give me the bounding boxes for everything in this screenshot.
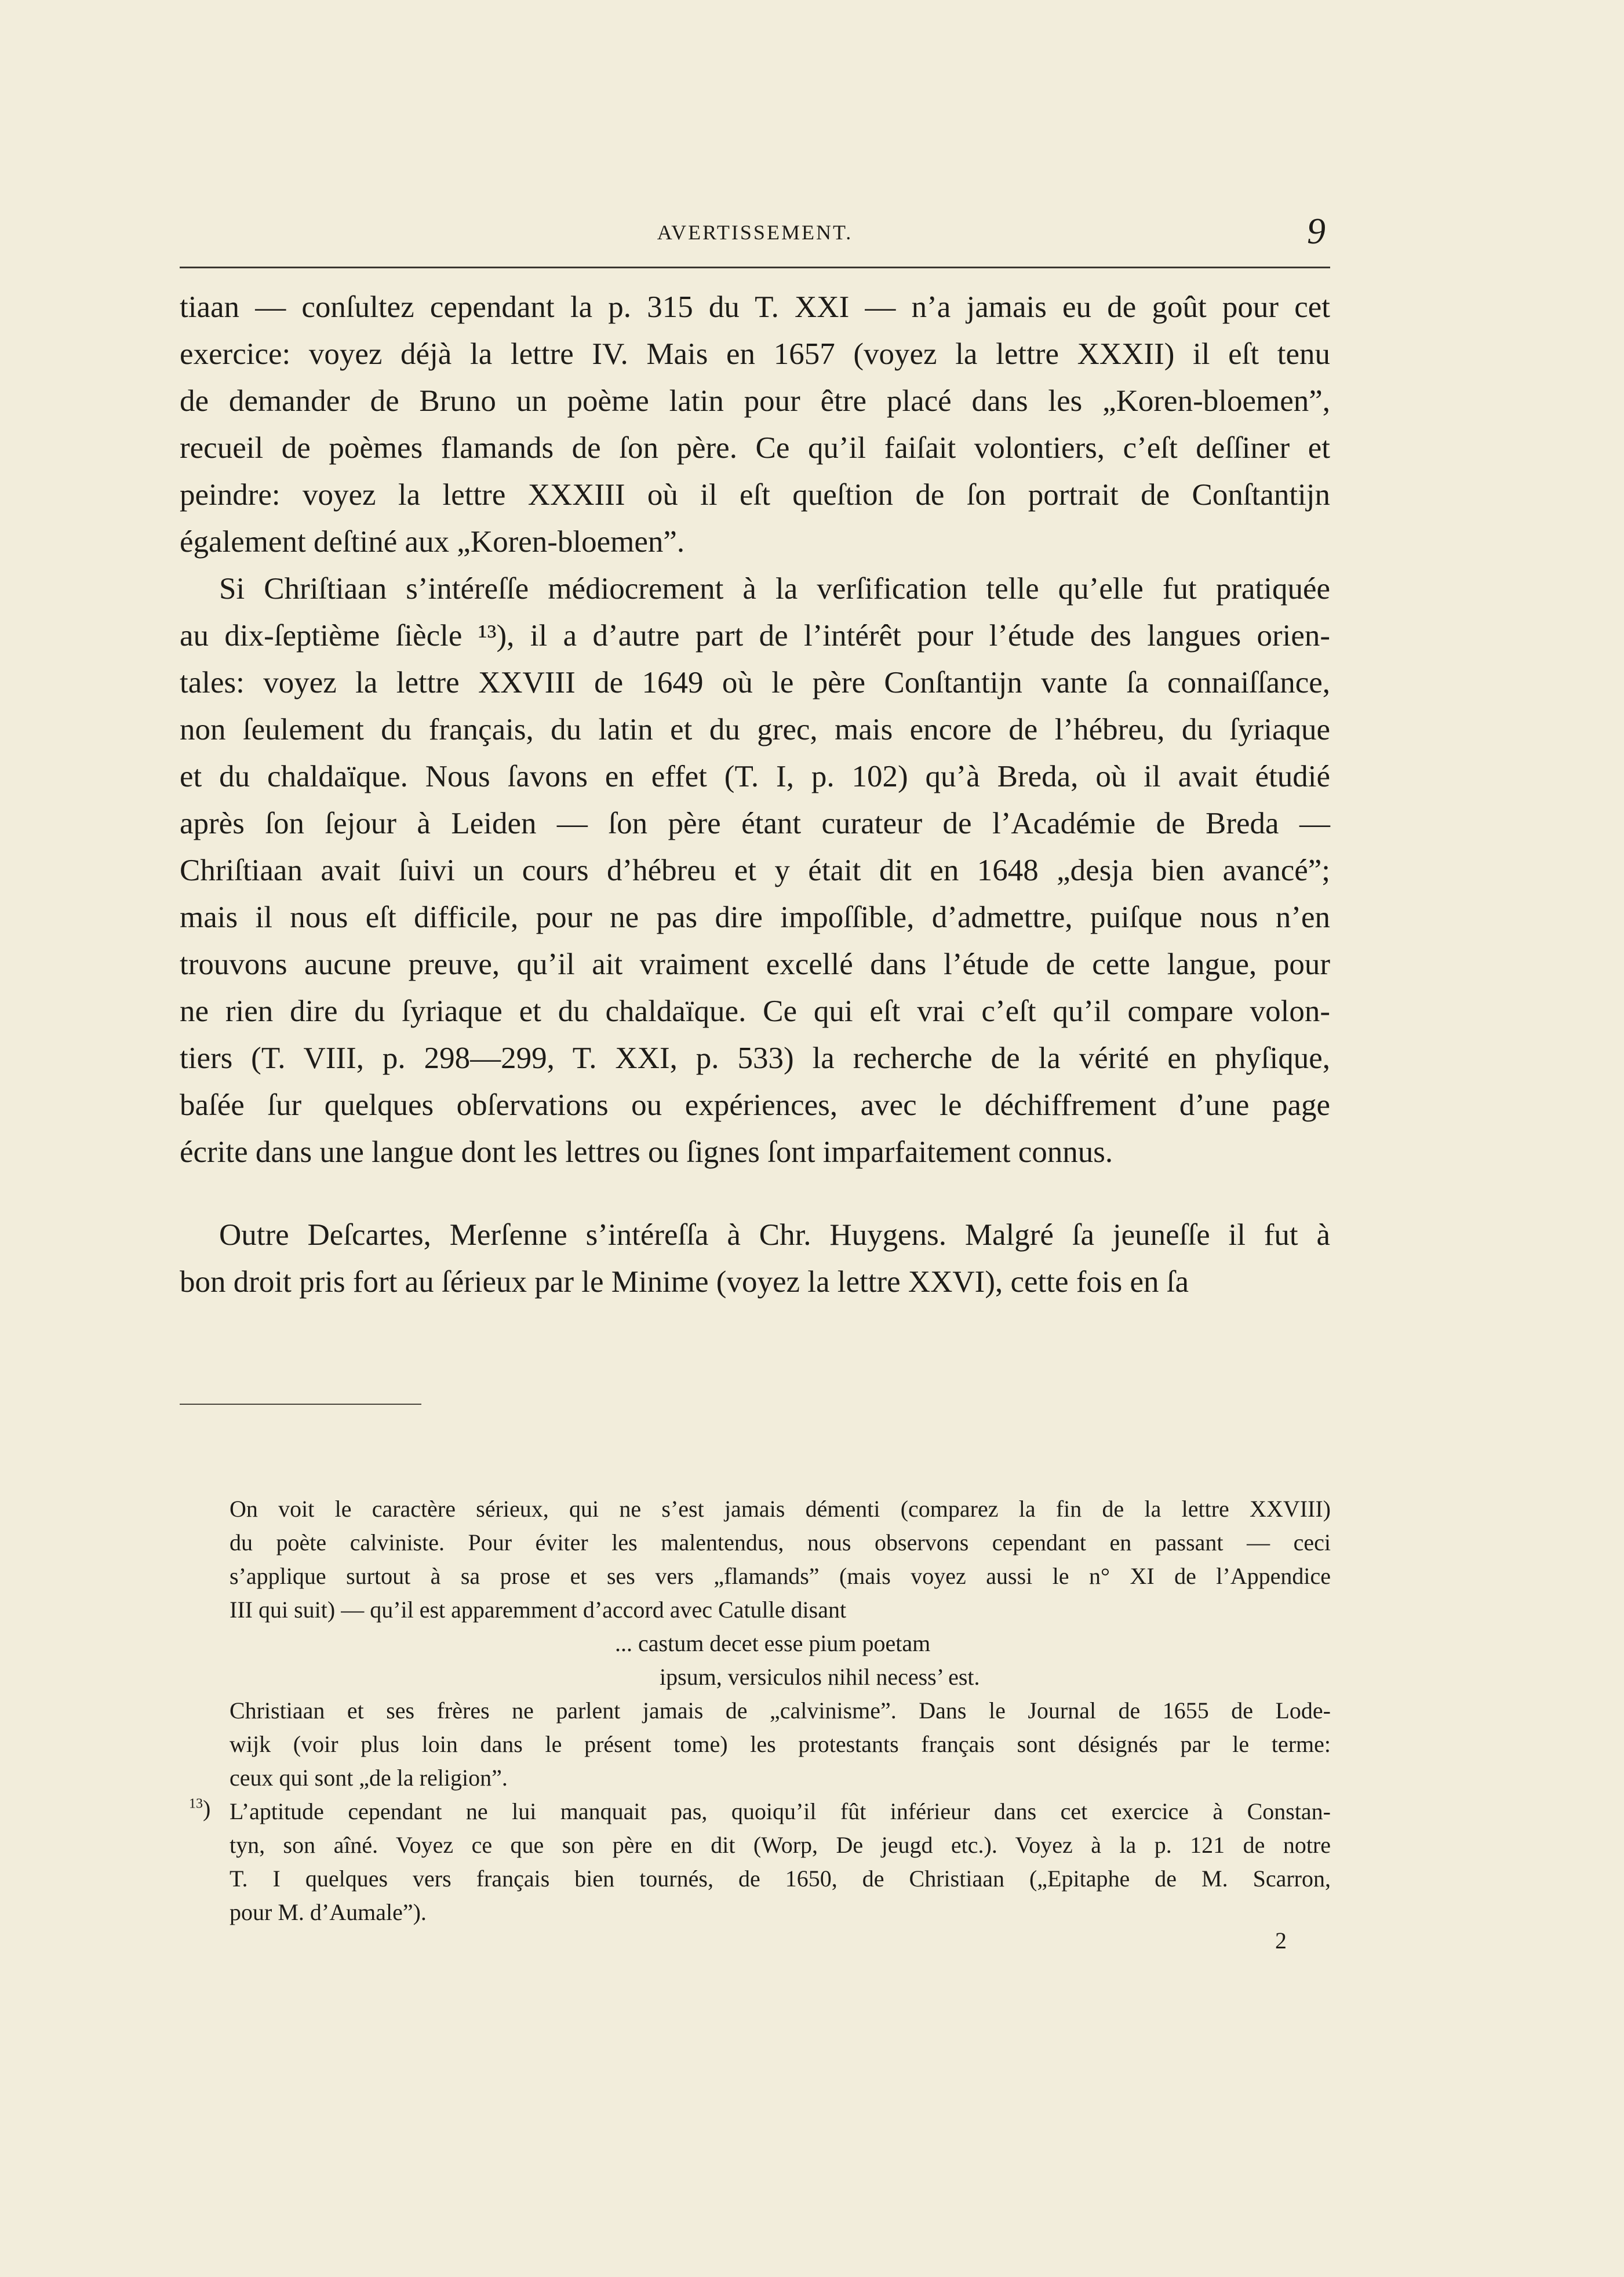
page-number: 9: [1307, 210, 1326, 252]
verse-quote-line: ... castum decet esse pium poetam: [615, 1630, 931, 1656]
footnote-line: III qui suit) — qu’il est apparemment d’accord avec Catulle disant: [230, 1597, 847, 1623]
footnote-13: [189, 1795, 1331, 1929]
text-line: trouvons aucune preuve, qu’il ait vraiment excellé dans l’étude de cette langue, pour: [180, 948, 1330, 981]
header-rule: [180, 267, 1330, 268]
footnote-line: wijk (voir plus loin dans le présent tome) les protestants français sont désignés par le terme:: [230, 1731, 1331, 1757]
running-header: [180, 210, 1330, 252]
text-line: de demander de Bruno un poème latin pour être placé dans les „Koren-bloemen”,: [180, 384, 1330, 418]
text-line: tales: voyez la lettre XXVIII de 1649 où le père Conſtantijn vante ſa connaiſſance,: [180, 666, 1330, 700]
text-line: ne rien dire du ſyriaque et du chaldaïque. Ce qui eſt vrai c’eſt qu’il compare volon-: [180, 994, 1330, 1028]
text-line: recueil de poèmes flamands de ſon père. Ce qu’il faiſait volontiers, c’eſt deſſiner et: [180, 431, 1330, 465]
paragraph: [180, 284, 1330, 566]
paragraph: [180, 1212, 1330, 1306]
footnote-line: tyn, son aîné. Voyez ce que son père en dit (Worp, De jeugd etc.). Voyez à la p. 121 de notre: [230, 1832, 1331, 1858]
footnote-separator: [180, 1404, 421, 1405]
footnote-line: du poète calviniste. Pour éviter les malentendus, nous observons cependant en passant — ceci: [230, 1529, 1331, 1555]
text-line: également deſtiné aux „Koren-bloemen”.: [180, 525, 685, 559]
paragraph: [180, 566, 1330, 1176]
running-title: AVERTISSEMENT.: [657, 221, 853, 244]
text-line: et du chaldaïque. Nous ſavons en effet (T. I, p. 102) qu’à Breda, où il avait étudié: [180, 760, 1330, 793]
footnote-line: ceux qui sont „de la religion”.: [230, 1765, 508, 1791]
text-line: baſée ſur quelques obſervations ou expériences, avec le déchiffrement d’une page: [180, 1088, 1330, 1122]
text-line: après ſon ſejour à Leiden — ſon père étant curateur de l’Académie de Breda —: [180, 807, 1330, 840]
verse-quote-line: ipsum, versiculos nihil necess’ est.: [660, 1664, 980, 1690]
footnote-marker: $^{13}$): [189, 1795, 211, 1821]
signature-mark: 2: [1275, 1928, 1287, 1954]
paragraph-gap: [180, 1176, 1330, 1212]
footnote-line: Christiaan et ses frères ne parlent jamais de „calvinisme”. Dans le Journal de 1655 de Lode-: [230, 1697, 1331, 1724]
main-text: [180, 284, 1330, 1306]
text-line: Outre Deſcartes, Merſenne s’intéreſſa à Chr. Huygens. Malgré ſa jeuneſſe il fut à: [219, 1218, 1330, 1252]
footnote-line: On voit le caractère sérieux, qui ne s’est jamais démenti (comparez la fin de la lettre XXVIII): [230, 1496, 1331, 1522]
footnotes: [189, 1492, 1331, 1929]
text-line: bon droit pris fort au ſérieux par le Minime (voyez la lettre XXVI), cette fois en ſa: [180, 1265, 1189, 1299]
text-line: exercice: voyez déjà la lettre IV. Mais en 1657 (voyez la lettre XXXII) il eſt tenu: [180, 337, 1330, 371]
text-line: écrite dans une langue dont les lettres ou ſignes ſont imparfaitement connus.: [180, 1135, 1113, 1169]
footnote-line: pour M. d’Aumale”).: [230, 1899, 427, 1925]
footnote-line: s’applique surtout à sa prose et ses vers „flamands” (mais voyez aussi le n° XI de l’Appendice: [230, 1563, 1331, 1589]
text-line: mais il nous eſt difficile, pour ne pas dire impoſſible, d’admettre, puiſque nous n’en: [180, 901, 1330, 934]
footnote-number: 13: [189, 1796, 203, 1812]
text-line: peindre: voyez la lettre XXXIII où il eſt queſtion de ſon portrait de Conſtantijn: [180, 478, 1330, 512]
footnote-line: L’aptitude cependant ne lui manquait pas, quoiqu’il fût inférieur dans cet exercice à Constan-: [230, 1798, 1331, 1824]
text-line: Chriſtiaan avait ſuivi un cours d’hébreu et y était dit en 1648 „desja bien avancé”;: [180, 854, 1330, 887]
text-line: tiaan — conſultez cependant la p. 315 du T. XXI — n’a jamais eu de goût pour cet: [180, 290, 1330, 324]
footnote-line: T. I quelques vers français bien tournés, de 1650, de Christiaan („Epitaphe de M. Scarron,: [230, 1866, 1331, 1892]
text-line: non ſeulement du français, du latin et du grec, mais encore de l’hébreu, du ſyriaque: [180, 713, 1330, 746]
text-line: Si Chriſtiaan s’intéreſſe médiocrement à la verſification telle qu’elle fut pratiquée: [219, 572, 1330, 606]
text-line: tiers (T. VIII, p. 298—299, T. XXI, p. 533) la recherche de la vérité en phyſique,: [180, 1041, 1330, 1075]
text-line: au dix-ſeptième ſiècle ¹³), il a d’autre part de l’intérêt pour l’étude des langues orien-: [180, 619, 1330, 653]
